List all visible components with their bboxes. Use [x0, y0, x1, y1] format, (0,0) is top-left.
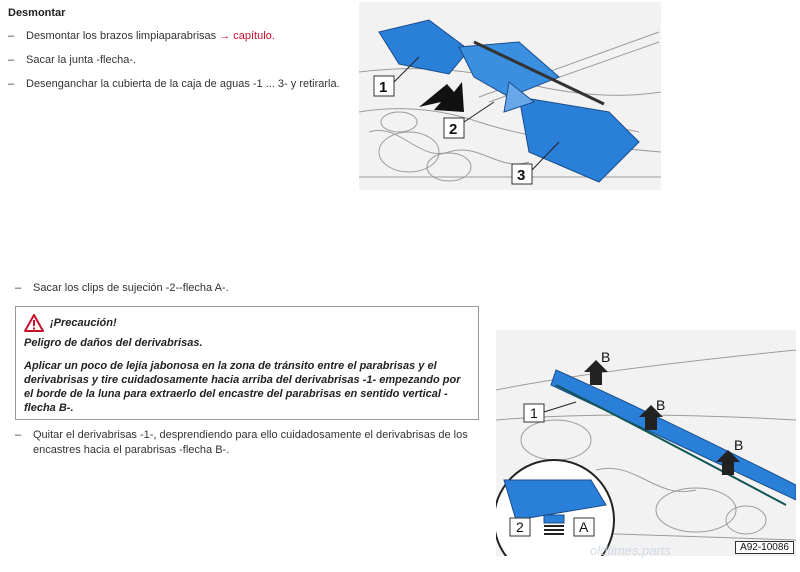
step-dash: –	[8, 78, 15, 90]
step-text: Quitar el derivabrisas -1-, desprendiendo para ello cuidadosamente el derivabrisas de los encastres hacia el parabrisas -flecha B-.	[33, 429, 468, 456]
step-text: Sacar los clips de sujeción -2--flecha A-.	[33, 282, 229, 294]
caution-subtitle: Peligro de daños del derivabrisas.	[24, 337, 203, 349]
figure-wind-deflector	[496, 330, 796, 556]
step-dash: –	[8, 30, 15, 42]
chapter-link[interactable]: → capítulo.	[219, 30, 275, 42]
step-remove-wiper-arms	[8, 30, 275, 42]
step-dash: –	[8, 54, 15, 66]
figure2-label: B	[601, 349, 611, 365]
caution-title: ¡Precaución!	[50, 317, 117, 329]
step-remove-clips	[15, 282, 229, 294]
figure1-label: 2	[449, 121, 458, 138]
section-heading: Desmontar	[8, 7, 66, 19]
figure-code: A92-10086	[735, 541, 794, 554]
step-remove-deflector	[15, 428, 485, 458]
step-dash: –	[15, 282, 22, 294]
figure2-label: A	[579, 519, 589, 535]
step-unhook-cover	[8, 78, 340, 90]
figure2-label: B	[656, 397, 666, 413]
step-dash: –	[15, 429, 22, 441]
figure2-label: B	[734, 437, 744, 453]
caution-body: Aplicar un poco de lejía jabonosa en la zona de tránsito entre el parabrisas y el derivabrisas y tire cuidadosamente hacia arriba del derivabrisas -1- empezando por el borde de la luna para extraerlo del encastre del parabrisas en sentido vertical -flecha B-.	[24, 360, 461, 414]
step-text: Sacar la junta -flecha-.	[26, 54, 137, 66]
warning-triangle-icon	[24, 314, 44, 332]
figure2-label: 1	[530, 405, 538, 421]
step-text: Desmontar los brazos limpiaparabrisas	[26, 30, 220, 42]
figure2-label: 2	[516, 519, 524, 535]
figure1-label: 1	[379, 79, 388, 96]
caution-box	[15, 306, 479, 420]
step-remove-seal	[8, 54, 136, 66]
step-text: Desenganchar la cubierta de la caja de aguas -1 ... 3- y retirarla.	[26, 78, 340, 90]
caution-header	[24, 313, 470, 333]
watermark: oldtimes.parts	[590, 543, 671, 558]
figure1-label: 3	[517, 167, 526, 184]
figure-water-box-cover	[359, 2, 661, 190]
